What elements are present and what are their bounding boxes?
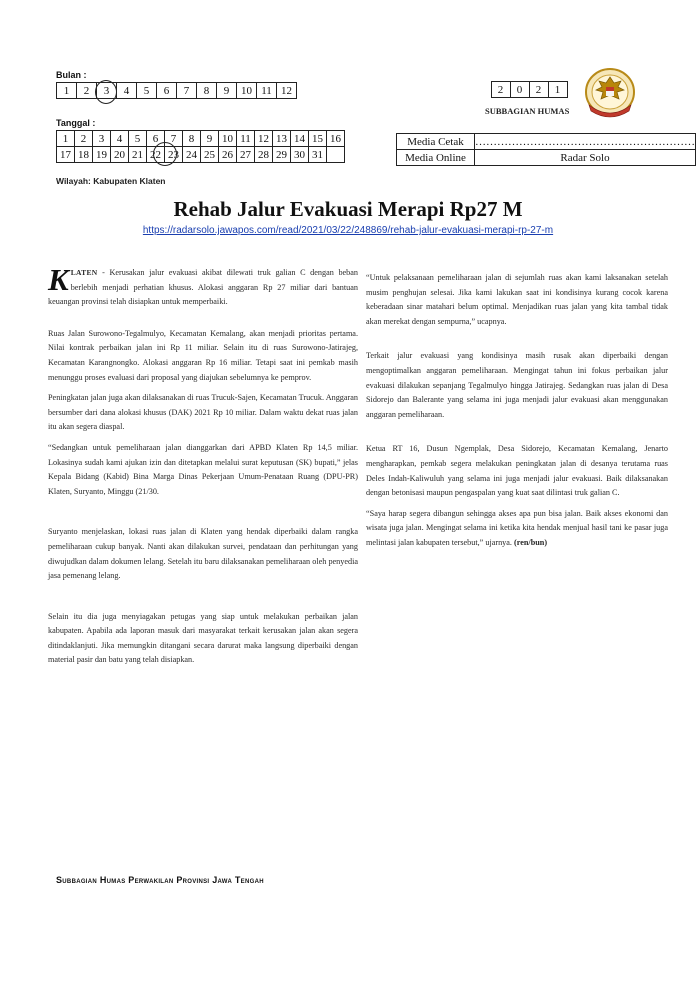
day-cell: 17 [57, 147, 75, 163]
day-cell: 1 [57, 131, 75, 147]
day-cell: 7 [165, 131, 183, 147]
bulan-label: Bulan : [56, 70, 87, 80]
day-cell: 24 [183, 147, 201, 163]
media-table [396, 133, 696, 166]
wilayah-label: Wilayah: Kabupaten Klaten [56, 176, 166, 186]
month-cell: 7 [177, 83, 197, 99]
day-cell: 4 [111, 131, 129, 147]
day-cell: 30 [291, 147, 309, 163]
month-cell: 9 [217, 83, 237, 99]
month-cell: 11 [257, 83, 277, 99]
body-paragraph: Peningkatan jalan juga akan dilaksanakan di ruas Trucuk-Sajen, Kecamatan Trucuk. Anggaran bersumber dari dana alokasi khusus (DAK) 2021 Rp 10 miliar. Dalam waktu dekat ruas jalan itu akan segera diaspal. [48, 393, 358, 432]
body-paragraph: Ketua RT 16, Dusun Ngemplak, Desa Sidorejo, Kecamatan Kemalang, Jenarto mengharapkan, pemkab segera melakukan peningkatan jalan di desanya terutama ruas Deles Indah-Kaliwuluh yang selama ini juga menjadi jalur evakuasi. Baik dilaksanakan dengan betonisasi maupun pengaspalan yang kuat saat dilintasi truk galian C. [366, 444, 668, 498]
lead-word: LATEN [70, 268, 98, 277]
year-digit-cell: 1 [549, 82, 568, 98]
year-digit-cell: 2 [530, 82, 549, 98]
day-cell: 29 [273, 147, 291, 163]
month-cell: 5 [137, 83, 157, 99]
month-cell: 10 [237, 83, 257, 99]
tanggal-label: Tanggal : [56, 118, 96, 128]
day-cell: 2 [75, 131, 93, 147]
day-cell: 6 [147, 131, 165, 147]
closing-text: “Saya harap segera dibangun sehingga akses apa pun bisa jalan. Baik akses ekonomi dan wisata juga jalan. Mengingat selama ini ketika kita hendak menjual hasil tani ke pasar juga melintasi jalan kabupaten tersebut,” ujarnya. [366, 508, 668, 547]
body-paragraph: “Untuk pelaksanaan pemeliharaan jalan di sejumlah ruas akan kami laksanakan setelah musim penghujan selesai. Jika kami lakukan saat ini kondisinya kurang cocok karena keberadaan sinar matahari belum optimal. Menjadikan ruas jalan yang kita tambal tidak akan merekat dengan sempurna,” ucapnya. [366, 273, 668, 326]
day-cell: 20 [111, 147, 129, 163]
day-cell: 9 [201, 131, 219, 147]
right-column [366, 271, 668, 551]
day-cell: 16 [327, 131, 345, 147]
emblem-logo [583, 65, 637, 123]
day-cell: 8 [183, 131, 201, 147]
month-cell: 6 [157, 83, 177, 99]
day-cell: 21 [129, 147, 147, 163]
lead-text: - Kerusakan jalur evakuasi akibat dilewati truk galian C dengan beban berlebih menjadi perhatian khusus. Alokasi anggaran Rp 27 miliar dari bantuan keuangan provinsi telah disiapkan untuk memperbaiki. [48, 268, 358, 307]
month-cell: 3 [97, 83, 117, 99]
lead-paragraph [48, 262, 358, 310]
day-cell: 11 [237, 131, 255, 147]
year-box [491, 81, 568, 98]
day-cell [327, 147, 345, 163]
media-value: …………………………………………………… [475, 135, 695, 148]
day-cell: 27 [237, 147, 255, 163]
article-url-link[interactable]: https://radarsolo.jawapos.com/read/2021/03/22/248869/rehab-jalur-evakuasi-merapi-rp-27-m [142, 225, 554, 236]
month-cell: 1 [57, 83, 77, 99]
day-cell: 31 [309, 147, 327, 163]
selected-month-circle [95, 80, 117, 104]
day-cell: 10 [219, 131, 237, 147]
body-paragraph: Ruas Jalan Surowono-Tegalmulyo, Kecamatan Kemalang, akan menjadi prioritas pertama. Nilai kontrak perbaikan jalan ini Rp 11 miliar. Selain itu di ruas Surowono-Jatirajeg, Kecamatan Karangnongko. Alokasi anggaran Rp 16 miliar. Tetapi saat ini pemkab masih menunggu proses evaluasi dari proposal yang diajukan sebelumnya ke pemprov. [48, 328, 358, 382]
day-cell: 22 [147, 147, 165, 163]
left-column [48, 262, 358, 668]
year-digit-cell: 0 [511, 82, 530, 98]
month-cell: 4 [117, 83, 137, 99]
month-cell: 8 [197, 83, 217, 99]
subbagian-label: SUBBAGIAN HUMAS [485, 106, 570, 116]
body-paragraph: Suryanto menjelaskan, lokasi ruas jalan di Klaten yang hendak diperbaiki dalam rangka pemeliharaan cukup banyak. Nanti akan dilakukan survei, pendataan dan perhitungan yang diwujudkan dalam dokumen lelang. Setelah itu baru dilaksanakan pemeliharaan oleh penyedia jasa pemenang lelang. [48, 527, 358, 581]
day-cell: 26 [219, 147, 237, 163]
media-key: Media Cetak [397, 134, 475, 150]
body-paragraph: Terkait jalur evakuasi yang kondisinya masih rusak akan diperbaiki dengan mengoptimalkan anggaran pemeliharaan. Mengingat tahun ini fokus perbaikan jalur evakuasi dilakukan sepanjang Tegalmulyo hingga Jatirajeg. Sedangkan ruas jalan di Desa Sidorejo dan Balerante yang selama ini juga menjadi jalur evakuasi akan menggunakan anggaran pemeliharaan. [366, 351, 668, 419]
day-cell: 25 [201, 147, 219, 163]
day-cell: 5 [129, 131, 147, 147]
media-row [397, 134, 696, 150]
footer-org-name: Subbagian Humas Perwakilan Provinsi Jawa Tengah [56, 875, 264, 885]
month-cell: 2 [77, 83, 97, 99]
day-cell: 18 [75, 147, 93, 163]
day-cell: 23 [165, 147, 183, 163]
selected-day-circle [153, 142, 177, 166]
day-cell: 19 [93, 147, 111, 163]
author-credit: (ren/bun) [514, 537, 548, 547]
day-cell: 13 [273, 131, 291, 147]
year-digit-cell: 2 [492, 82, 511, 98]
dropcap: K [48, 262, 69, 297]
body-paragraph: “Sedangkan untuk pemeliharaan jalan dianggarkan dari APBD Klaten Rp 14,5 miliar. Lokasinya sudah kami ajukan izin dan ditetapkan melalui surat keputusan (SK) bupati,” jelas Kepala Bidang (Kabid) Bina Marga Dinas Pekerjaan Umum-Penataan Ruang (DPU-PR) Klaten, Suryanto, Minggu (21/30. [48, 442, 358, 496]
day-cell: 3 [93, 131, 111, 147]
day-cell: 28 [255, 147, 273, 163]
article-title: Rehab Jalur Evakuasi Merapi Rp27 M [173, 197, 523, 221]
day-cell: 12 [255, 131, 273, 147]
month-grid [56, 82, 297, 99]
media-row [397, 150, 696, 166]
month-cell: 12 [277, 83, 297, 99]
day-cell: 14 [291, 131, 309, 147]
media-key: Media Online [397, 150, 475, 166]
media-value: Radar Solo [475, 150, 696, 166]
closing-paragraph [366, 507, 668, 551]
day-grid [56, 130, 345, 163]
body-paragraph: Selain itu dia juga menyiagakan petugas yang siap untuk melakukan perbaikan jalan kabupaten. Apabila ada laporan masuk dari masyarakat terkait kerusakan jalan akan segera ditindaklanjuti. Jika memungkin ditangani secara darurat maka langsung diperbaiki dengan material pasir dan batu yang telah disiapkan. [48, 611, 358, 665]
day-cell: 15 [309, 131, 327, 147]
